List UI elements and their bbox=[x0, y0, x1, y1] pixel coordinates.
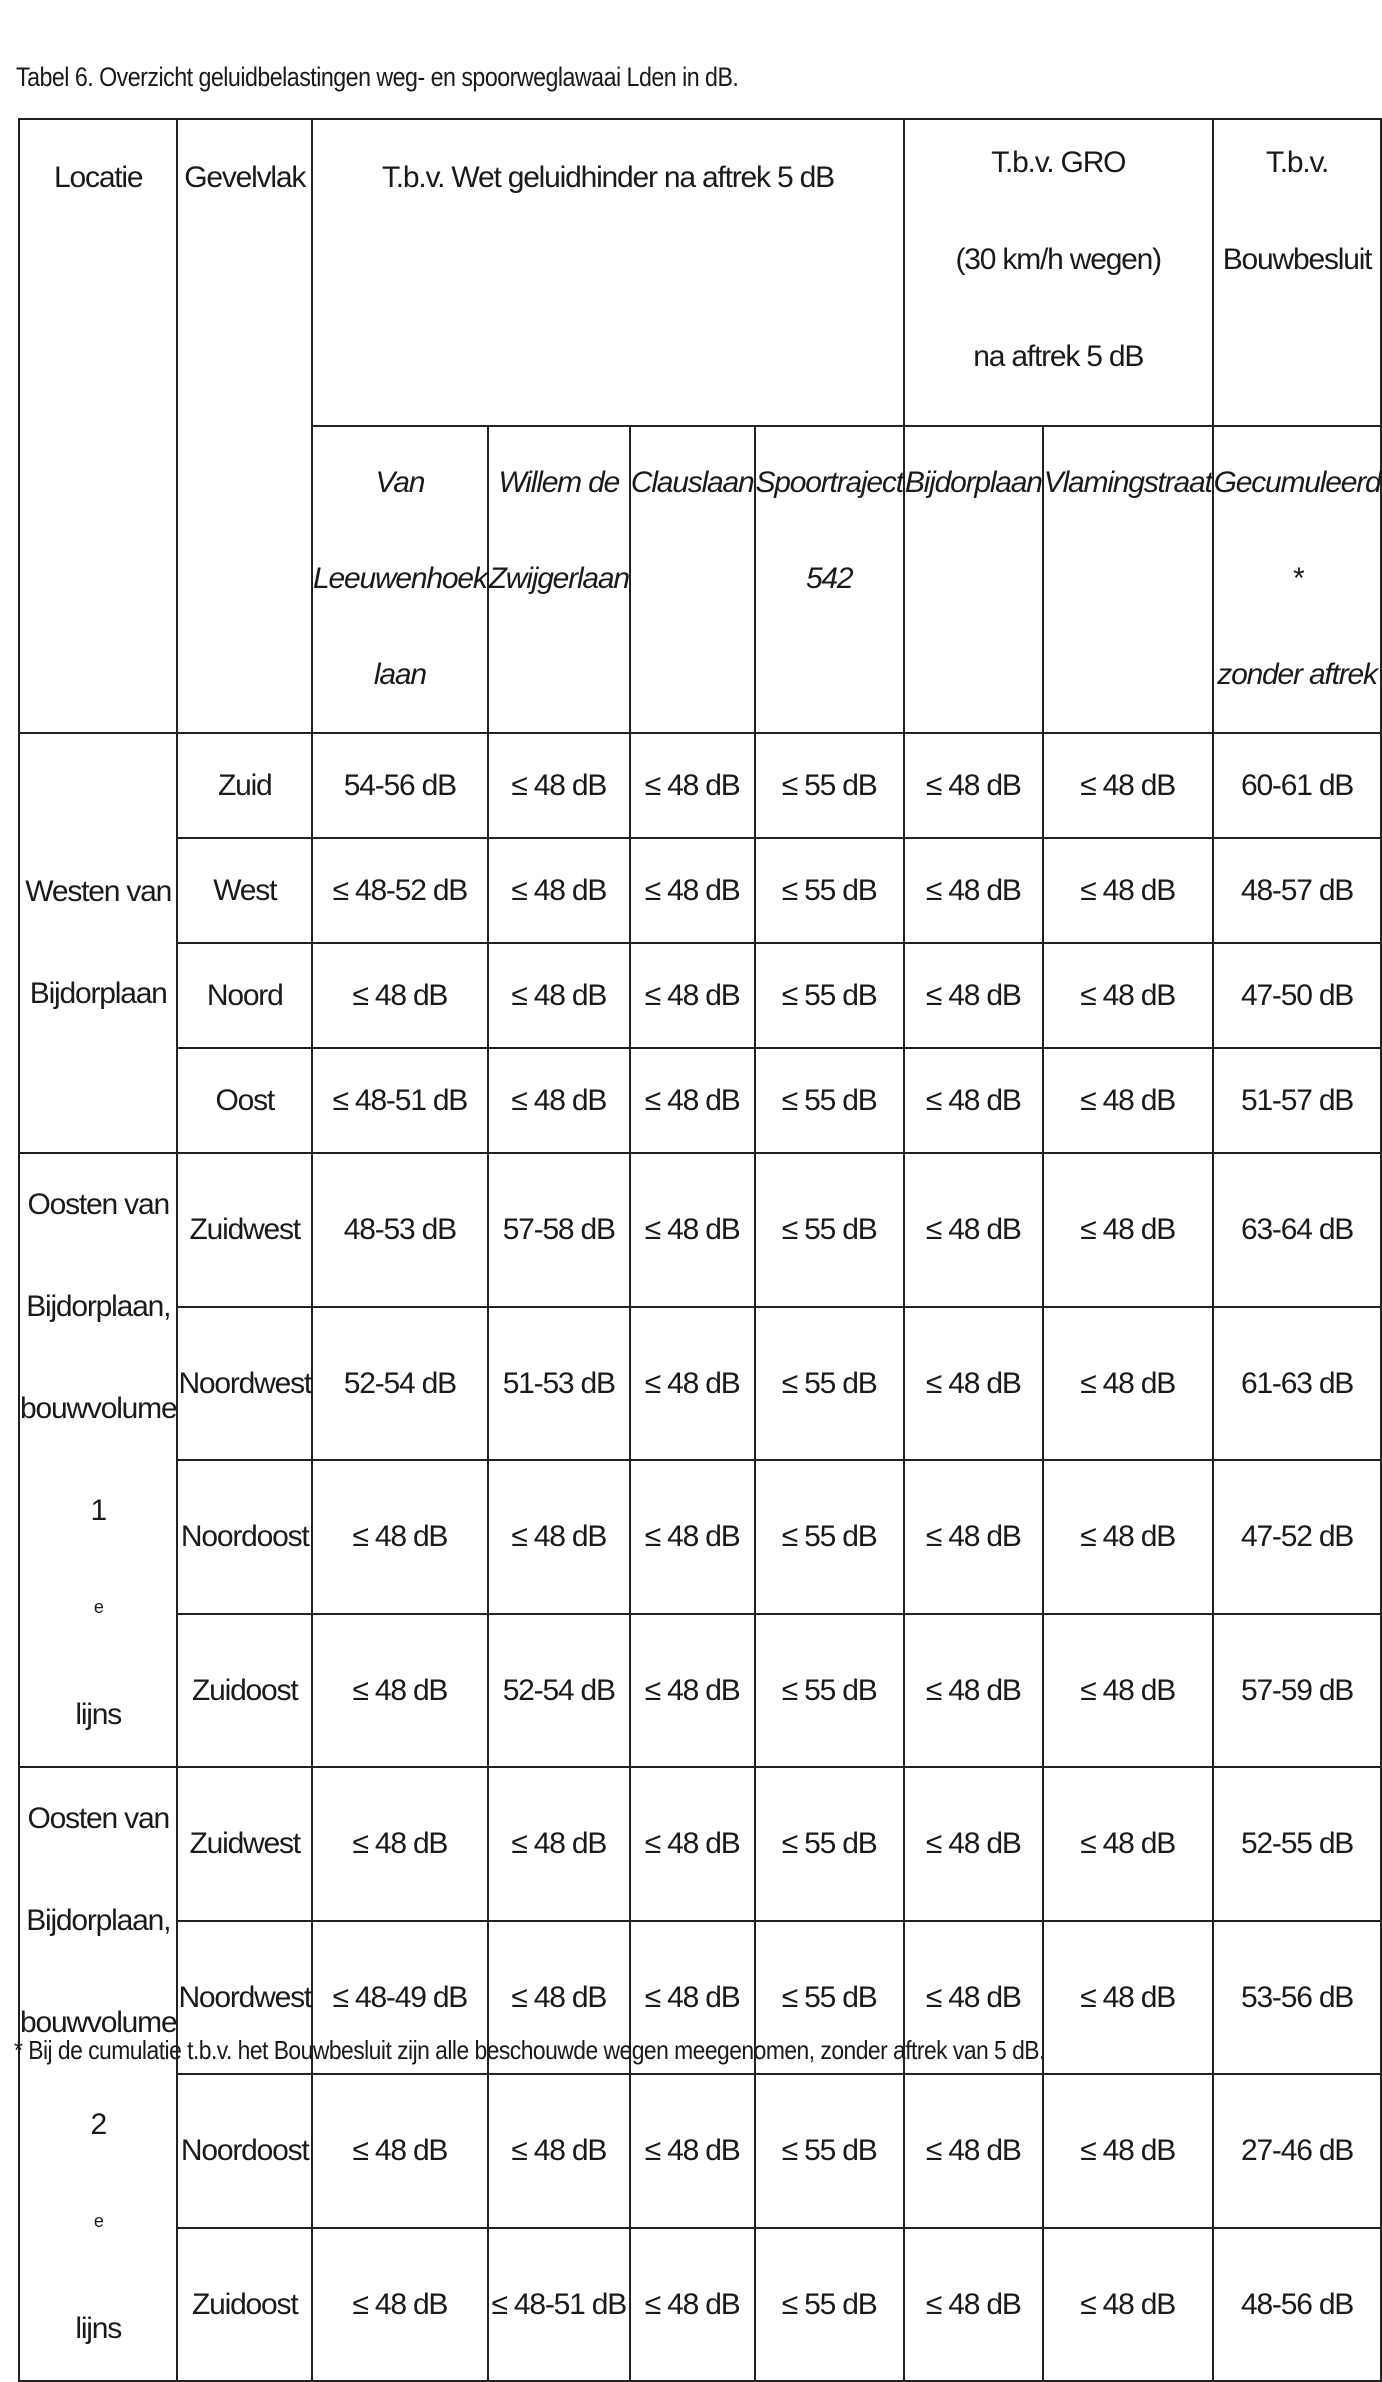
value-cell: ≤ 55 dB bbox=[755, 733, 904, 838]
location-line: Bijdorplaan, bbox=[26, 1290, 171, 1323]
value-cell: ≤ 48 dB bbox=[488, 943, 630, 1048]
header-bouwbesluit-line2: Bouwbesluit bbox=[1222, 243, 1372, 276]
value-cell: ≤ 48 dB bbox=[904, 733, 1043, 838]
value-cell: ≤ 48 dB bbox=[488, 2074, 630, 2228]
header-locatie-label: Locatie bbox=[54, 161, 143, 194]
gevel-cell: West bbox=[177, 838, 312, 943]
value-cell: 53-56 dB bbox=[1213, 1921, 1382, 2075]
header-bouwbesluit bbox=[1213, 119, 1382, 426]
value-cell: ≤ 48 dB bbox=[630, 2228, 755, 2382]
value-cell: ≤ 48 dB bbox=[312, 943, 488, 1048]
value-cell: ≤ 48 dB bbox=[630, 1307, 755, 1461]
location-cell bbox=[19, 1767, 177, 2381]
value-cell: 51-53 dB bbox=[488, 1307, 630, 1461]
location-line: Bijdorplaan, bbox=[26, 1904, 171, 1937]
value-cell: ≤ 48 dB bbox=[630, 1614, 755, 1768]
value-cell: ≤ 48 dB bbox=[1043, 1153, 1213, 1307]
location-line: bouwvolume bbox=[20, 1392, 177, 1425]
value-cell: ≤ 48 dB bbox=[904, 1767, 1043, 1921]
value-cell: ≤ 48 dB bbox=[904, 2228, 1043, 2382]
value-cell: ≤ 48 dB bbox=[630, 1460, 755, 1614]
gevel-cell: Noordwest bbox=[177, 1921, 312, 2075]
value-cell: 52-55 dB bbox=[1213, 1767, 1382, 1921]
value-cell: 57-59 dB bbox=[1213, 1614, 1382, 1768]
value-cell: ≤ 48 dB bbox=[630, 943, 755, 1048]
subheader-bijdorplaan bbox=[904, 426, 1043, 733]
value-cell: ≤ 55 dB bbox=[755, 1460, 904, 1614]
value-cell: ≤ 48 dB bbox=[630, 1767, 755, 1921]
subheader-vlamingstraat-line1: Vlamingstraat bbox=[1043, 466, 1212, 499]
value-cell: ≤ 48-51 dB bbox=[488, 2228, 630, 2382]
value-cell: ≤ 48 dB bbox=[630, 2074, 755, 2228]
value-cell: 52-54 dB bbox=[312, 1307, 488, 1461]
subheader-willem-line2: Zwijgerlaan bbox=[488, 562, 629, 595]
value-cell: ≤ 48 dB bbox=[1043, 1460, 1213, 1614]
header-locatie bbox=[19, 119, 177, 733]
location-line: Oosten van bbox=[27, 1802, 169, 1835]
gevel-cell: Zuidoost bbox=[177, 1614, 312, 1768]
value-cell: ≤ 48 dB bbox=[904, 1614, 1043, 1768]
value-cell: 52-54 dB bbox=[488, 1614, 630, 1768]
location-ordinal-word: lijns bbox=[75, 2312, 122, 2345]
value-cell: 48-57 dB bbox=[1213, 838, 1382, 943]
header-gevelvlak bbox=[177, 119, 312, 733]
value-cell: ≤ 48 dB bbox=[630, 1048, 755, 1153]
value-cell: ≤ 48 dB bbox=[904, 1307, 1043, 1461]
table-row bbox=[19, 1460, 1381, 1614]
value-cell: ≤ 48 dB bbox=[488, 1921, 630, 2075]
header-gro-line2: (30 km/h wegen) bbox=[955, 243, 1161, 276]
location-line: bouwvolume bbox=[20, 2006, 177, 2039]
value-cell: ≤ 48 dB bbox=[1043, 1767, 1213, 1921]
value-cell: ≤ 48 dB bbox=[312, 2228, 488, 2382]
value-cell: ≤ 48 dB bbox=[312, 1614, 488, 1768]
value-cell: 61-63 dB bbox=[1213, 1307, 1382, 1461]
value-cell: ≤ 55 dB bbox=[755, 1767, 904, 1921]
value-cell: ≤ 48 dB bbox=[312, 1767, 488, 1921]
gevel-cell: Zuidwest bbox=[177, 1153, 312, 1307]
location-line: Bijdorplaan bbox=[29, 977, 167, 1010]
value-cell: 60-61 dB bbox=[1213, 733, 1382, 838]
value-cell: 27-46 dB bbox=[1213, 2074, 1382, 2228]
table-row bbox=[19, 943, 1381, 1048]
value-cell: 51-57 dB bbox=[1213, 1048, 1382, 1153]
value-cell: 47-50 dB bbox=[1213, 943, 1382, 1048]
value-cell: ≤ 48 dB bbox=[904, 2074, 1043, 2228]
value-cell: ≤ 55 dB bbox=[755, 2228, 904, 2382]
table-row bbox=[19, 1614, 1381, 1768]
table-row bbox=[19, 1048, 1381, 1153]
subheader-van-leeuwenhoek-line3: laan bbox=[373, 658, 426, 691]
value-cell: ≤ 48 dB bbox=[630, 838, 755, 943]
location-ordinal-suffix: e bbox=[93, 1597, 103, 1617]
subheader-willem-de-zwijgerlaan bbox=[488, 426, 630, 733]
value-cell: ≤ 48 dB bbox=[1043, 1614, 1213, 1768]
location-line: Westen van bbox=[25, 875, 172, 908]
value-cell: ≤ 48 dB bbox=[904, 943, 1043, 1048]
value-cell: ≤ 48 dB bbox=[488, 1767, 630, 1921]
gevel-cell: Noordoost bbox=[177, 1460, 312, 1614]
value-cell: ≤ 48-51 dB bbox=[312, 1048, 488, 1153]
value-cell: ≤ 55 dB bbox=[755, 838, 904, 943]
gevel-cell: Oost bbox=[177, 1048, 312, 1153]
table-row bbox=[19, 2228, 1381, 2382]
value-cell: ≤ 48 dB bbox=[1043, 1307, 1213, 1461]
location-cell bbox=[19, 1153, 177, 1767]
value-cell: ≤ 48 dB bbox=[488, 1460, 630, 1614]
header-wet-geluidhinder bbox=[312, 119, 904, 426]
value-cell: ≤ 48 dB bbox=[1043, 733, 1213, 838]
gevel-cell: Zuidwest bbox=[177, 1767, 312, 1921]
subheader-gecumuleerd-line1: Gecumuleerd * bbox=[1213, 466, 1381, 595]
subheader-van-leeuwenhoek-line2: Leeuwenhoek bbox=[313, 562, 487, 595]
table-caption: Tabel 6. Overzicht geluidbelastingen weg- en spoorweglawaai Lden in dB. bbox=[16, 62, 739, 92]
subheader-van-leeuwenhoek-line1: Van bbox=[375, 466, 425, 499]
value-cell: ≤ 55 dB bbox=[755, 1614, 904, 1768]
subheader-gecumuleerd-line2: zonder aftrek bbox=[1217, 658, 1377, 691]
location-ordinal: 2 bbox=[90, 2108, 106, 2141]
subheader-spoortraject-line1: Spoortraject bbox=[755, 466, 903, 499]
value-cell: ≤ 55 dB bbox=[755, 943, 904, 1048]
header-row bbox=[19, 119, 1381, 426]
subheader-spoortraject-line2: 542 bbox=[805, 562, 853, 595]
value-cell: ≤ 55 dB bbox=[755, 1153, 904, 1307]
value-cell: ≤ 48 dB bbox=[1043, 2074, 1213, 2228]
location-ordinal-suffix: e bbox=[93, 2211, 103, 2231]
value-cell: ≤ 48 dB bbox=[630, 1921, 755, 2075]
value-cell: ≤ 48 dB bbox=[630, 1153, 755, 1307]
table-row bbox=[19, 1767, 1381, 1921]
value-cell: ≤ 48-49 dB bbox=[312, 1921, 488, 2075]
location-line bbox=[20, 2074, 176, 2380]
value-cell: 48-53 dB bbox=[312, 1153, 488, 1307]
location-line: Oosten van bbox=[27, 1188, 169, 1221]
value-cell: 47-52 dB bbox=[1213, 1460, 1382, 1614]
value-cell: ≤ 48 dB bbox=[904, 1153, 1043, 1307]
value-cell: ≤ 48 dB bbox=[904, 838, 1043, 943]
subheader-bijdorplaan-line1: Bijdorplaan bbox=[904, 466, 1042, 499]
gevel-cell: Noordoost bbox=[177, 2074, 312, 2228]
value-cell: ≤ 48 dB bbox=[488, 733, 630, 838]
value-cell: 54-56 dB bbox=[312, 733, 488, 838]
value-cell: ≤ 48 dB bbox=[904, 1921, 1043, 2075]
table-footnote: * Bij de cumulatie t.b.v. het Bouwbesluit zijn alle beschouwde wegen meegenomen, zonder aftrek van 5 dB. bbox=[14, 2035, 1045, 2065]
value-cell: ≤ 48 dB bbox=[1043, 1921, 1213, 2075]
subheader-clauslaan-line1: Clauslaan bbox=[630, 466, 754, 499]
value-cell: ≤ 48 dB bbox=[1043, 943, 1213, 1048]
header-gro bbox=[904, 119, 1213, 426]
value-cell: ≤ 48 dB bbox=[312, 2074, 488, 2228]
value-cell: ≤ 48-52 dB bbox=[312, 838, 488, 943]
table-row bbox=[19, 1307, 1381, 1461]
gevel-cell: Noordwest bbox=[177, 1307, 312, 1461]
subheader-van-leeuwenhoek bbox=[312, 426, 488, 733]
value-cell: ≤ 48 dB bbox=[1043, 2228, 1213, 2382]
value-cell: ≤ 55 dB bbox=[755, 1921, 904, 2075]
value-cell: ≤ 48 dB bbox=[1043, 838, 1213, 943]
location-ordinal: 1 bbox=[90, 1494, 106, 1527]
value-cell: ≤ 48 dB bbox=[904, 1460, 1043, 1614]
value-cell: ≤ 48 dB bbox=[312, 1460, 488, 1614]
header-gro-line1: T.b.v. GRO bbox=[991, 146, 1126, 179]
value-cell: ≤ 55 dB bbox=[755, 2074, 904, 2228]
value-cell: ≤ 55 dB bbox=[755, 1307, 904, 1461]
subheader-spoortraject bbox=[755, 426, 904, 733]
header-gevelvlak-label: Gevelvlak bbox=[184, 161, 306, 194]
value-cell: ≤ 48 dB bbox=[904, 1048, 1043, 1153]
value-cell: 63-64 dB bbox=[1213, 1153, 1382, 1307]
location-ordinal-word: lijns bbox=[75, 1698, 122, 1731]
subheader-willem-line1: Willem de bbox=[498, 466, 620, 499]
value-cell: ≤ 48 dB bbox=[1043, 1048, 1213, 1153]
gevel-cell: Zuidoost bbox=[177, 2228, 312, 2382]
table-row bbox=[19, 2074, 1381, 2228]
subheader-clauslaan bbox=[630, 426, 755, 733]
value-cell: 48-56 dB bbox=[1213, 2228, 1382, 2382]
value-cell: ≤ 48 dB bbox=[488, 1048, 630, 1153]
header-gro-line3: na aftrek 5 dB bbox=[973, 340, 1144, 373]
value-cell: ≤ 48 dB bbox=[488, 838, 630, 943]
value-cell: 57-58 dB bbox=[488, 1153, 630, 1307]
gevel-cell: Zuid bbox=[177, 733, 312, 838]
value-cell: ≤ 48 dB bbox=[630, 733, 755, 838]
subheader-vlamingstraat bbox=[1043, 426, 1213, 733]
value-cell: ≤ 55 dB bbox=[755, 1048, 904, 1153]
gevel-cell: Noord bbox=[177, 943, 312, 1048]
header-wgh-label: T.b.v. Wet geluidhinder na aftrek 5 dB bbox=[381, 161, 834, 194]
table-row bbox=[19, 838, 1381, 943]
location-cell bbox=[19, 733, 177, 1153]
header-bouwbesluit-line1: T.b.v. bbox=[1265, 146, 1329, 179]
location-line bbox=[20, 1460, 176, 1766]
subheader-gecumuleerd bbox=[1213, 426, 1382, 733]
table-row bbox=[19, 733, 1381, 838]
table-row bbox=[19, 1153, 1381, 1307]
